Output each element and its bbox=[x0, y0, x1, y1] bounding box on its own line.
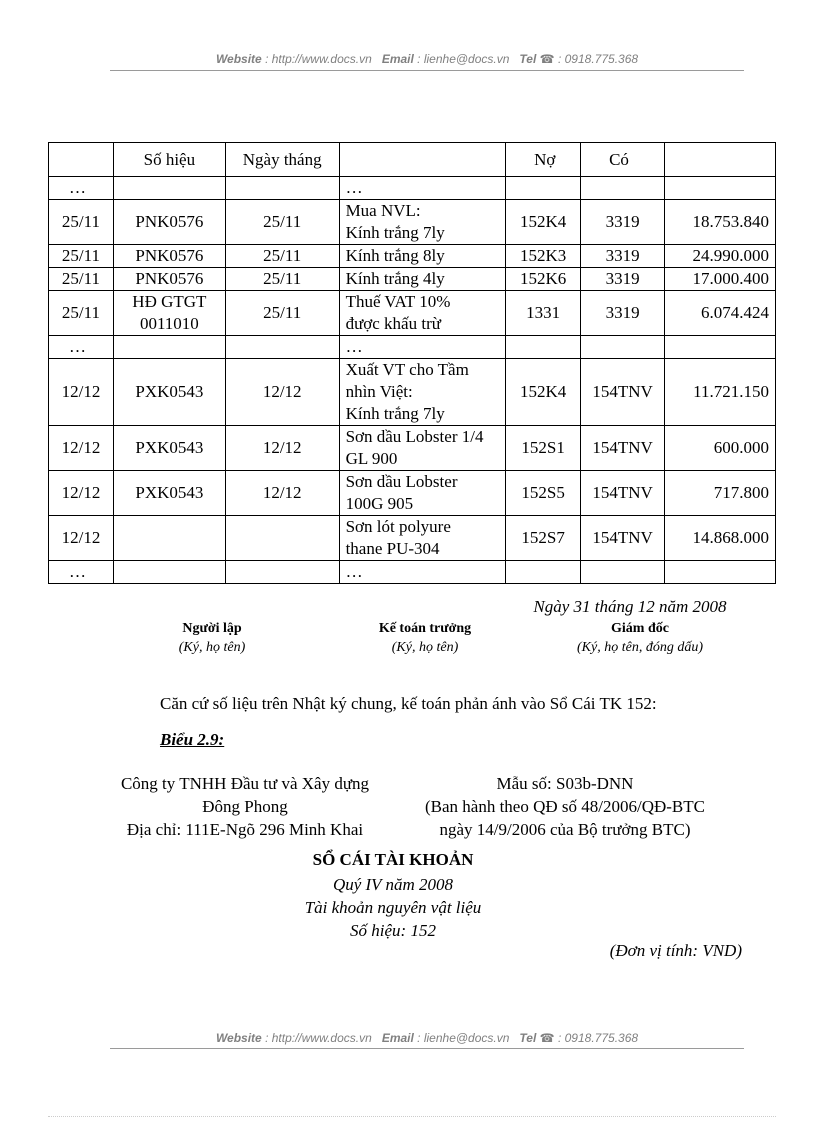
website-label: Website bbox=[215, 52, 262, 66]
doc-date-cell: 12/12 bbox=[225, 359, 339, 426]
description-cell: Sơn lót polyure thane PU-304 bbox=[339, 516, 506, 561]
signature-preparer-title: Người lập bbox=[182, 621, 242, 636]
signature-director-title: Giám đốc bbox=[611, 621, 669, 636]
amount-cell bbox=[665, 177, 776, 200]
debit-account-cell: 152K4 bbox=[506, 359, 581, 426]
description-cell: Mua NVL: Kính trắng 7ly bbox=[339, 200, 506, 245]
debit-account-cell: 152S7 bbox=[506, 516, 581, 561]
date-line: Ngày 31 tháng 12 năm 2008 bbox=[533, 597, 727, 616]
page-bottom-divider bbox=[48, 1116, 776, 1117]
date-cell: … bbox=[49, 561, 114, 584]
description-cell: Xuất VT cho Tầm nhìn Việt: Kính trắng 7ly bbox=[339, 359, 506, 426]
table-row bbox=[49, 177, 776, 200]
company-address: Địa chỉ: 111E-Ngõ 296 Minh Khai bbox=[126, 820, 364, 839]
debit-account-cell: 152S1 bbox=[506, 426, 581, 471]
debit-account-cell bbox=[506, 561, 581, 584]
footer-phone-icon: ☎ bbox=[539, 1031, 555, 1045]
email-label: Email bbox=[381, 52, 414, 66]
date-cell: 12/12 bbox=[49, 426, 114, 471]
doc-date-cell bbox=[225, 336, 339, 359]
figure-label: Biểu 2.9: bbox=[160, 730, 225, 749]
ledger-quarter: Quý IV năm 2008 bbox=[332, 875, 454, 894]
company-name: Công ty TNHH Đầu tư và Xây dựng bbox=[120, 774, 370, 793]
doc-number-cell: PNK0576 bbox=[113, 200, 225, 245]
debit-account-cell bbox=[506, 336, 581, 359]
date-cell: 25/11 bbox=[49, 291, 114, 336]
ledger-subtitle bbox=[243, 873, 543, 942]
credit-account-cell: 3319 bbox=[581, 245, 665, 268]
credit-account-cell: 3319 bbox=[581, 268, 665, 291]
doc-date-cell bbox=[225, 516, 339, 561]
doc-number-cell: PNK0576 bbox=[113, 245, 225, 268]
amount-cell: 18.753.840 bbox=[665, 200, 776, 245]
table-row bbox=[49, 359, 776, 426]
amount-cell: 717.800 bbox=[665, 471, 776, 516]
signature-director-sub: (Ký, họ tên, đóng dấu) bbox=[577, 640, 703, 655]
amount-cell: 6.074.424 bbox=[665, 291, 776, 336]
ledger-account-name: Tài khoản nguyên vật liệu bbox=[304, 898, 482, 917]
amount-cell: 24.990.000 bbox=[665, 245, 776, 268]
table-header-cell: Số hiệu bbox=[113, 143, 225, 177]
description-cell: … bbox=[339, 336, 506, 359]
date-cell: … bbox=[49, 177, 114, 200]
ledger-account-number: Số hiệu: 152 bbox=[350, 921, 436, 940]
table-row bbox=[49, 291, 776, 336]
doc-number-cell: PXK0543 bbox=[113, 471, 225, 516]
amount-cell: 17.000.400 bbox=[665, 268, 776, 291]
table-row bbox=[49, 245, 776, 268]
footer-tel-value: : 0918.775.368 bbox=[557, 1031, 639, 1045]
doc-number-cell bbox=[113, 516, 225, 561]
debit-account-cell: 152S5 bbox=[506, 471, 581, 516]
description-cell: Sơn dầu Lobster 100G 905 bbox=[339, 471, 506, 516]
amount-cell: 11.721.150 bbox=[665, 359, 776, 426]
table-row bbox=[49, 516, 776, 561]
date-cell: … bbox=[49, 336, 114, 359]
footer-website-value: : http://www.docs.vn bbox=[265, 1031, 372, 1045]
credit-account-cell: 154TNV bbox=[581, 471, 665, 516]
footer-website-label: Website bbox=[215, 1031, 262, 1045]
doc-number-cell bbox=[113, 177, 225, 200]
amount-cell: 600.000 bbox=[665, 426, 776, 471]
debit-account-cell: 152K4 bbox=[506, 200, 581, 245]
debit-account-cell bbox=[506, 177, 581, 200]
form-number: Mẫu số: S03b-DNN bbox=[496, 774, 634, 793]
credit-account-cell bbox=[581, 177, 665, 200]
credit-account-cell: 154TNV bbox=[581, 516, 665, 561]
page-header bbox=[110, 52, 744, 66]
ledger-title: SỔ CÁI TÀI KHOẢN bbox=[312, 850, 474, 869]
table-header-cell bbox=[665, 143, 776, 177]
amount-cell: 14.868.000 bbox=[665, 516, 776, 561]
table-row bbox=[49, 268, 776, 291]
description-cell: Sơn dầu Lobster 1/4 GL 900 bbox=[339, 426, 506, 471]
email-value: : lienhe@docs.vn bbox=[417, 52, 510, 66]
form-decision: (Ban hành theo QĐ số 48/2006/QĐ-BTC bbox=[424, 797, 705, 816]
description-cell: Kính trắng 8ly bbox=[339, 245, 506, 268]
description-cell: Thuế VAT 10% được khấu trừ bbox=[339, 291, 506, 336]
credit-account-cell: 154TNV bbox=[581, 426, 665, 471]
date-cell: 12/12 bbox=[49, 471, 114, 516]
header-divider bbox=[110, 70, 744, 71]
intro-text: Căn cứ số liệu trên Nhật ký chung, kế toán phản ánh vào Sổ Cái TK 152: bbox=[160, 694, 657, 713]
footer-email-value: : lienhe@docs.vn bbox=[417, 1031, 510, 1045]
doc-date-cell: 25/11 bbox=[225, 268, 339, 291]
doc-date-cell bbox=[225, 177, 339, 200]
table-header-cell bbox=[339, 143, 506, 177]
doc-date-cell: 12/12 bbox=[225, 471, 339, 516]
table-header-cell: Ngày tháng bbox=[225, 143, 339, 177]
signature-chief-accountant-title: Kế toán trưởng bbox=[378, 621, 472, 636]
footer-tel-label: Tel bbox=[519, 1031, 537, 1045]
website-value: : http://www.docs.vn bbox=[265, 52, 372, 66]
doc-number-cell: HĐ GTGT 0011010 bbox=[113, 291, 225, 336]
form-date: ngày 14/9/2006 của Bộ trưởng BTC) bbox=[439, 820, 691, 839]
table-header-row bbox=[49, 143, 776, 177]
company-info bbox=[100, 772, 390, 841]
date-cell: 25/11 bbox=[49, 268, 114, 291]
tel-label: Tel bbox=[519, 52, 537, 66]
date-cell: 25/11 bbox=[49, 200, 114, 245]
footer-divider bbox=[110, 1048, 744, 1049]
page-footer bbox=[110, 1031, 744, 1045]
debit-account-cell: 1331 bbox=[506, 291, 581, 336]
journal-table bbox=[48, 142, 776, 584]
table-row bbox=[49, 336, 776, 359]
table-row bbox=[49, 561, 776, 584]
doc-date-cell: 25/11 bbox=[225, 200, 339, 245]
phone-icon: ☎ bbox=[539, 52, 555, 66]
footer-email-label: Email bbox=[381, 1031, 414, 1045]
date-cell: 25/11 bbox=[49, 245, 114, 268]
doc-number-cell: PNK0576 bbox=[113, 268, 225, 291]
doc-date-cell: 12/12 bbox=[225, 426, 339, 471]
doc-date-cell: 25/11 bbox=[225, 291, 339, 336]
table-row bbox=[49, 426, 776, 471]
table-row bbox=[49, 471, 776, 516]
doc-number-cell: PXK0543 bbox=[113, 359, 225, 426]
credit-account-cell bbox=[581, 336, 665, 359]
credit-account-cell: 3319 bbox=[581, 291, 665, 336]
company-name-cont: Đông Phong bbox=[202, 797, 288, 816]
credit-account-cell: 154TNV bbox=[581, 359, 665, 426]
doc-number-cell bbox=[113, 561, 225, 584]
doc-date-cell: 25/11 bbox=[225, 245, 339, 268]
signature-preparer-sub: (Ký, họ tên) bbox=[178, 640, 246, 655]
credit-account-cell: 3319 bbox=[581, 200, 665, 245]
debit-account-cell: 152K6 bbox=[506, 268, 581, 291]
unit-note: (Đơn vị tính: VND) bbox=[609, 941, 742, 960]
table-header-cell: Nợ bbox=[506, 143, 581, 177]
signature-chief-accountant-sub: (Ký, họ tên) bbox=[391, 640, 459, 655]
doc-date-cell bbox=[225, 561, 339, 584]
table-header-cell bbox=[49, 143, 114, 177]
doc-number-cell bbox=[113, 336, 225, 359]
date-cell: 12/12 bbox=[49, 359, 114, 426]
table-row bbox=[49, 200, 776, 245]
table-header-cell: Có bbox=[581, 143, 665, 177]
tel-value: : 0918.775.368 bbox=[557, 52, 639, 66]
doc-number-cell: PXK0543 bbox=[113, 426, 225, 471]
description-cell: Kính trắng 4ly bbox=[339, 268, 506, 291]
amount-cell bbox=[665, 561, 776, 584]
amount-cell bbox=[665, 336, 776, 359]
date-cell: 12/12 bbox=[49, 516, 114, 561]
description-cell: … bbox=[339, 177, 506, 200]
debit-account-cell: 152K3 bbox=[506, 245, 581, 268]
form-info bbox=[400, 772, 730, 841]
description-cell: … bbox=[339, 561, 506, 584]
credit-account-cell bbox=[581, 561, 665, 584]
